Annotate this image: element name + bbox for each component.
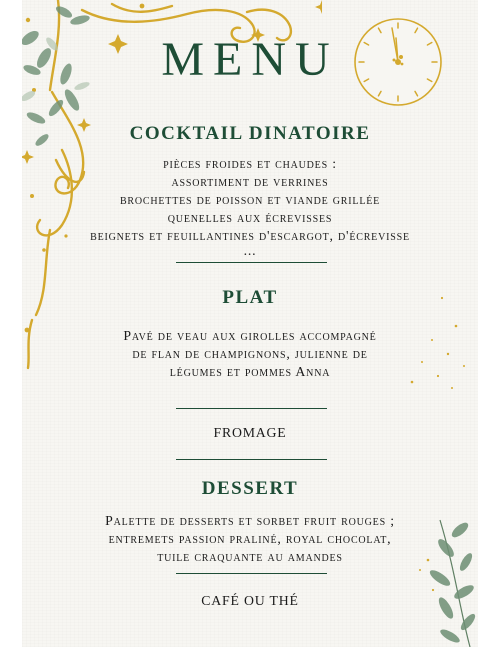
menu-card — [22, 0, 478, 647]
plat-line: légumes et pommes Anna — [169, 364, 331, 379]
section-heading-dessert: DESSERT — [201, 478, 299, 499]
plat-line: de flan de champignons, julienne de — [132, 346, 368, 361]
menu-title: MENU — [161, 33, 339, 86]
dessert-description — [22, 512, 478, 566]
plat-line: Pavé de veau aux girolles accompagné — [123, 328, 377, 343]
plat-description — [22, 327, 478, 381]
cocktail-line: quenelles aux écrevisses — [167, 210, 333, 225]
cocktail-items — [22, 155, 478, 257]
cocktail-line: pièces froides et chaudes : — [163, 156, 337, 171]
dessert-line: Palette de desserts et sorbet fruit rouges ; — [105, 513, 395, 528]
divider — [176, 262, 327, 263]
cafe-item: CAFÉ OU THÉ — [201, 593, 299, 608]
cocktail-line: ... — [243, 243, 257, 258]
cocktail-line: assortiment de verrines — [171, 174, 329, 189]
section-heading-cocktail: COCKTAIL DINATOIRE — [129, 123, 371, 144]
cocktail-line: beignets et feuillantines d'escargot, d'écrevisse — [90, 228, 410, 243]
divider — [176, 459, 327, 460]
divider — [176, 573, 327, 574]
cocktail-line: brochettes de poisson et viande grillée — [119, 192, 381, 207]
dessert-line: tuile craquante au amandes — [157, 549, 343, 564]
divider — [176, 408, 327, 409]
fromage-item: FROMAGE — [213, 425, 287, 440]
dessert-line: entremets passion praliné, royal chocolat, — [108, 531, 392, 546]
section-heading-plat: PLAT — [222, 287, 278, 308]
